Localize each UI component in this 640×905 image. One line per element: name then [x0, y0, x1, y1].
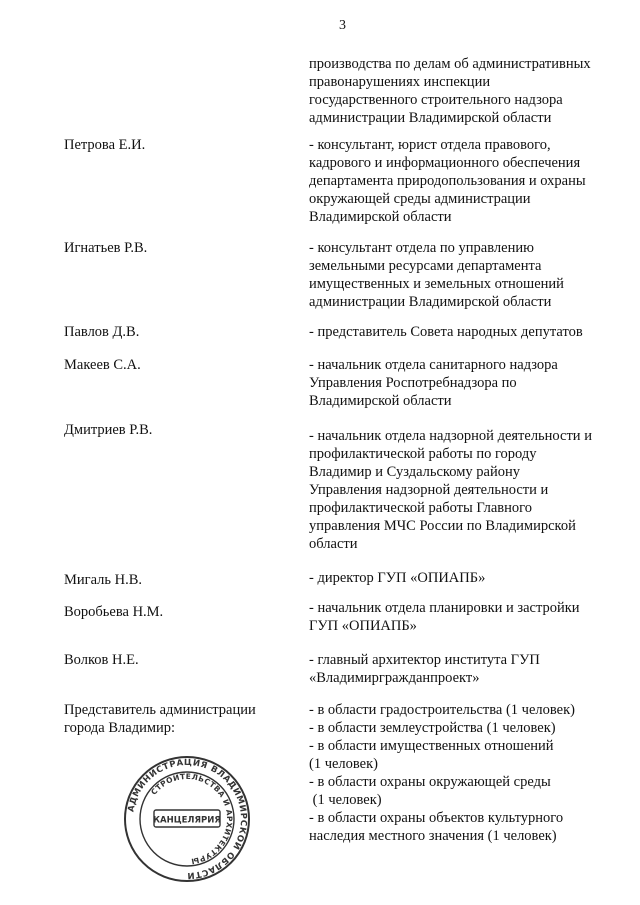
member-position [309, 136, 608, 226]
intro-text [309, 55, 608, 127]
position-line: кадрового и информационного обеспечения [309, 155, 581, 171]
position-line: Управления Роспотребнадзора по [309, 375, 517, 391]
position-line: - консультант, юрист отдела правового, [309, 137, 551, 153]
member-name: Павлов Д.В. [64, 324, 140, 340]
position-line: - начальник отдела надзорной деятельности и [309, 428, 592, 444]
area-line: (1 человек) [309, 792, 382, 808]
position-line: профилактической работы Главного [309, 500, 532, 516]
position-line: Управления надзорной деятельности и [309, 482, 549, 498]
position-line: администрации Владимирской области [309, 294, 552, 310]
area-line: - в области градостроительства (1 человек) [309, 702, 575, 718]
position-line: имущественных и земельных отношений [309, 276, 564, 292]
member-position [309, 651, 608, 687]
member-position [309, 427, 608, 553]
position-line: профилактической работы по городу [309, 446, 537, 462]
position-line: Владимирской области [309, 209, 452, 225]
position-line: управления МЧС России по Владимирской [309, 518, 576, 534]
area-line: (1 человек) [309, 756, 378, 772]
office-stamp [123, 755, 251, 883]
member-position [309, 569, 608, 587]
stamp-center-label: КАНЦЕЛЯРИЯ [153, 815, 221, 826]
city-representative-name [64, 701, 256, 737]
intro-line: государственного строительного надзора [309, 92, 563, 108]
position-line: окружающей среды администрации [309, 191, 531, 207]
position-line: Владимир и Суздальскому району [309, 464, 520, 480]
intro-line: производства по делам об административных [309, 56, 591, 72]
stamp-inner-textpath: СТРОИТЕЛЬСТВА И АРХИТЕКТУРЫ [149, 771, 235, 866]
position-line: - директор ГУП «ОПИАПБ» [309, 570, 486, 586]
member-name: Мигаль Н.В. [64, 572, 143, 588]
position-line: департамента природопользования и охраны [309, 173, 586, 189]
position-line: ГУП «ОПИАПБ» [309, 618, 417, 634]
member-position [309, 239, 608, 311]
position-line: - консультант отдела по управлению [309, 240, 534, 256]
position-line: - главный архитектор института ГУП [309, 652, 540, 668]
member-name: Дмитриев Р.В. [64, 422, 153, 438]
position-line: - представитель Совета народных депутатов [309, 324, 583, 340]
member-name: Воробьева Н.М. [64, 604, 164, 620]
intro-line: администрации Владимирской области [309, 110, 552, 126]
rep-name-line: города Владимир: [64, 720, 176, 736]
stamp-outer-textpath: АДМИНИСТРАЦИЯ ВЛАДИМИРСКОЙ ОБЛАСТИ [126, 757, 249, 881]
member-name: Игнатьев Р.В. [64, 240, 148, 256]
area-line: - в области охраны объектов культурного [309, 810, 564, 826]
member-position [309, 356, 608, 410]
member-position [309, 323, 608, 341]
city-representative-areas [309, 701, 608, 845]
position-line: земельными ресурсами департамента [309, 258, 542, 274]
member-name: Макеев С.А. [64, 357, 141, 373]
intro-line: правонарушениях инспекции [309, 74, 491, 90]
area-line: - в области охраны окружающей среды [309, 774, 551, 790]
position-line: области [309, 536, 358, 552]
position-line: - начальник отдела санитарного надзора [309, 357, 558, 373]
position-line: Владимирской области [309, 393, 452, 409]
member-position [309, 599, 608, 635]
area-line: - в области имущественных отношений [309, 738, 554, 754]
member-name: Петрова Е.И. [64, 137, 146, 153]
area-line: - в области землеустройства (1 человек) [309, 720, 556, 736]
area-line: наследия местного значения (1 человек) [309, 828, 557, 844]
rep-name-line: Представитель администрации [64, 702, 256, 718]
member-name: Волков Н.Е. [64, 652, 139, 668]
position-line: - начальник отдела планировки и застройки [309, 600, 580, 616]
page-number: 3 [339, 18, 346, 33]
position-line: «Владимиргражданпроект» [309, 670, 480, 686]
